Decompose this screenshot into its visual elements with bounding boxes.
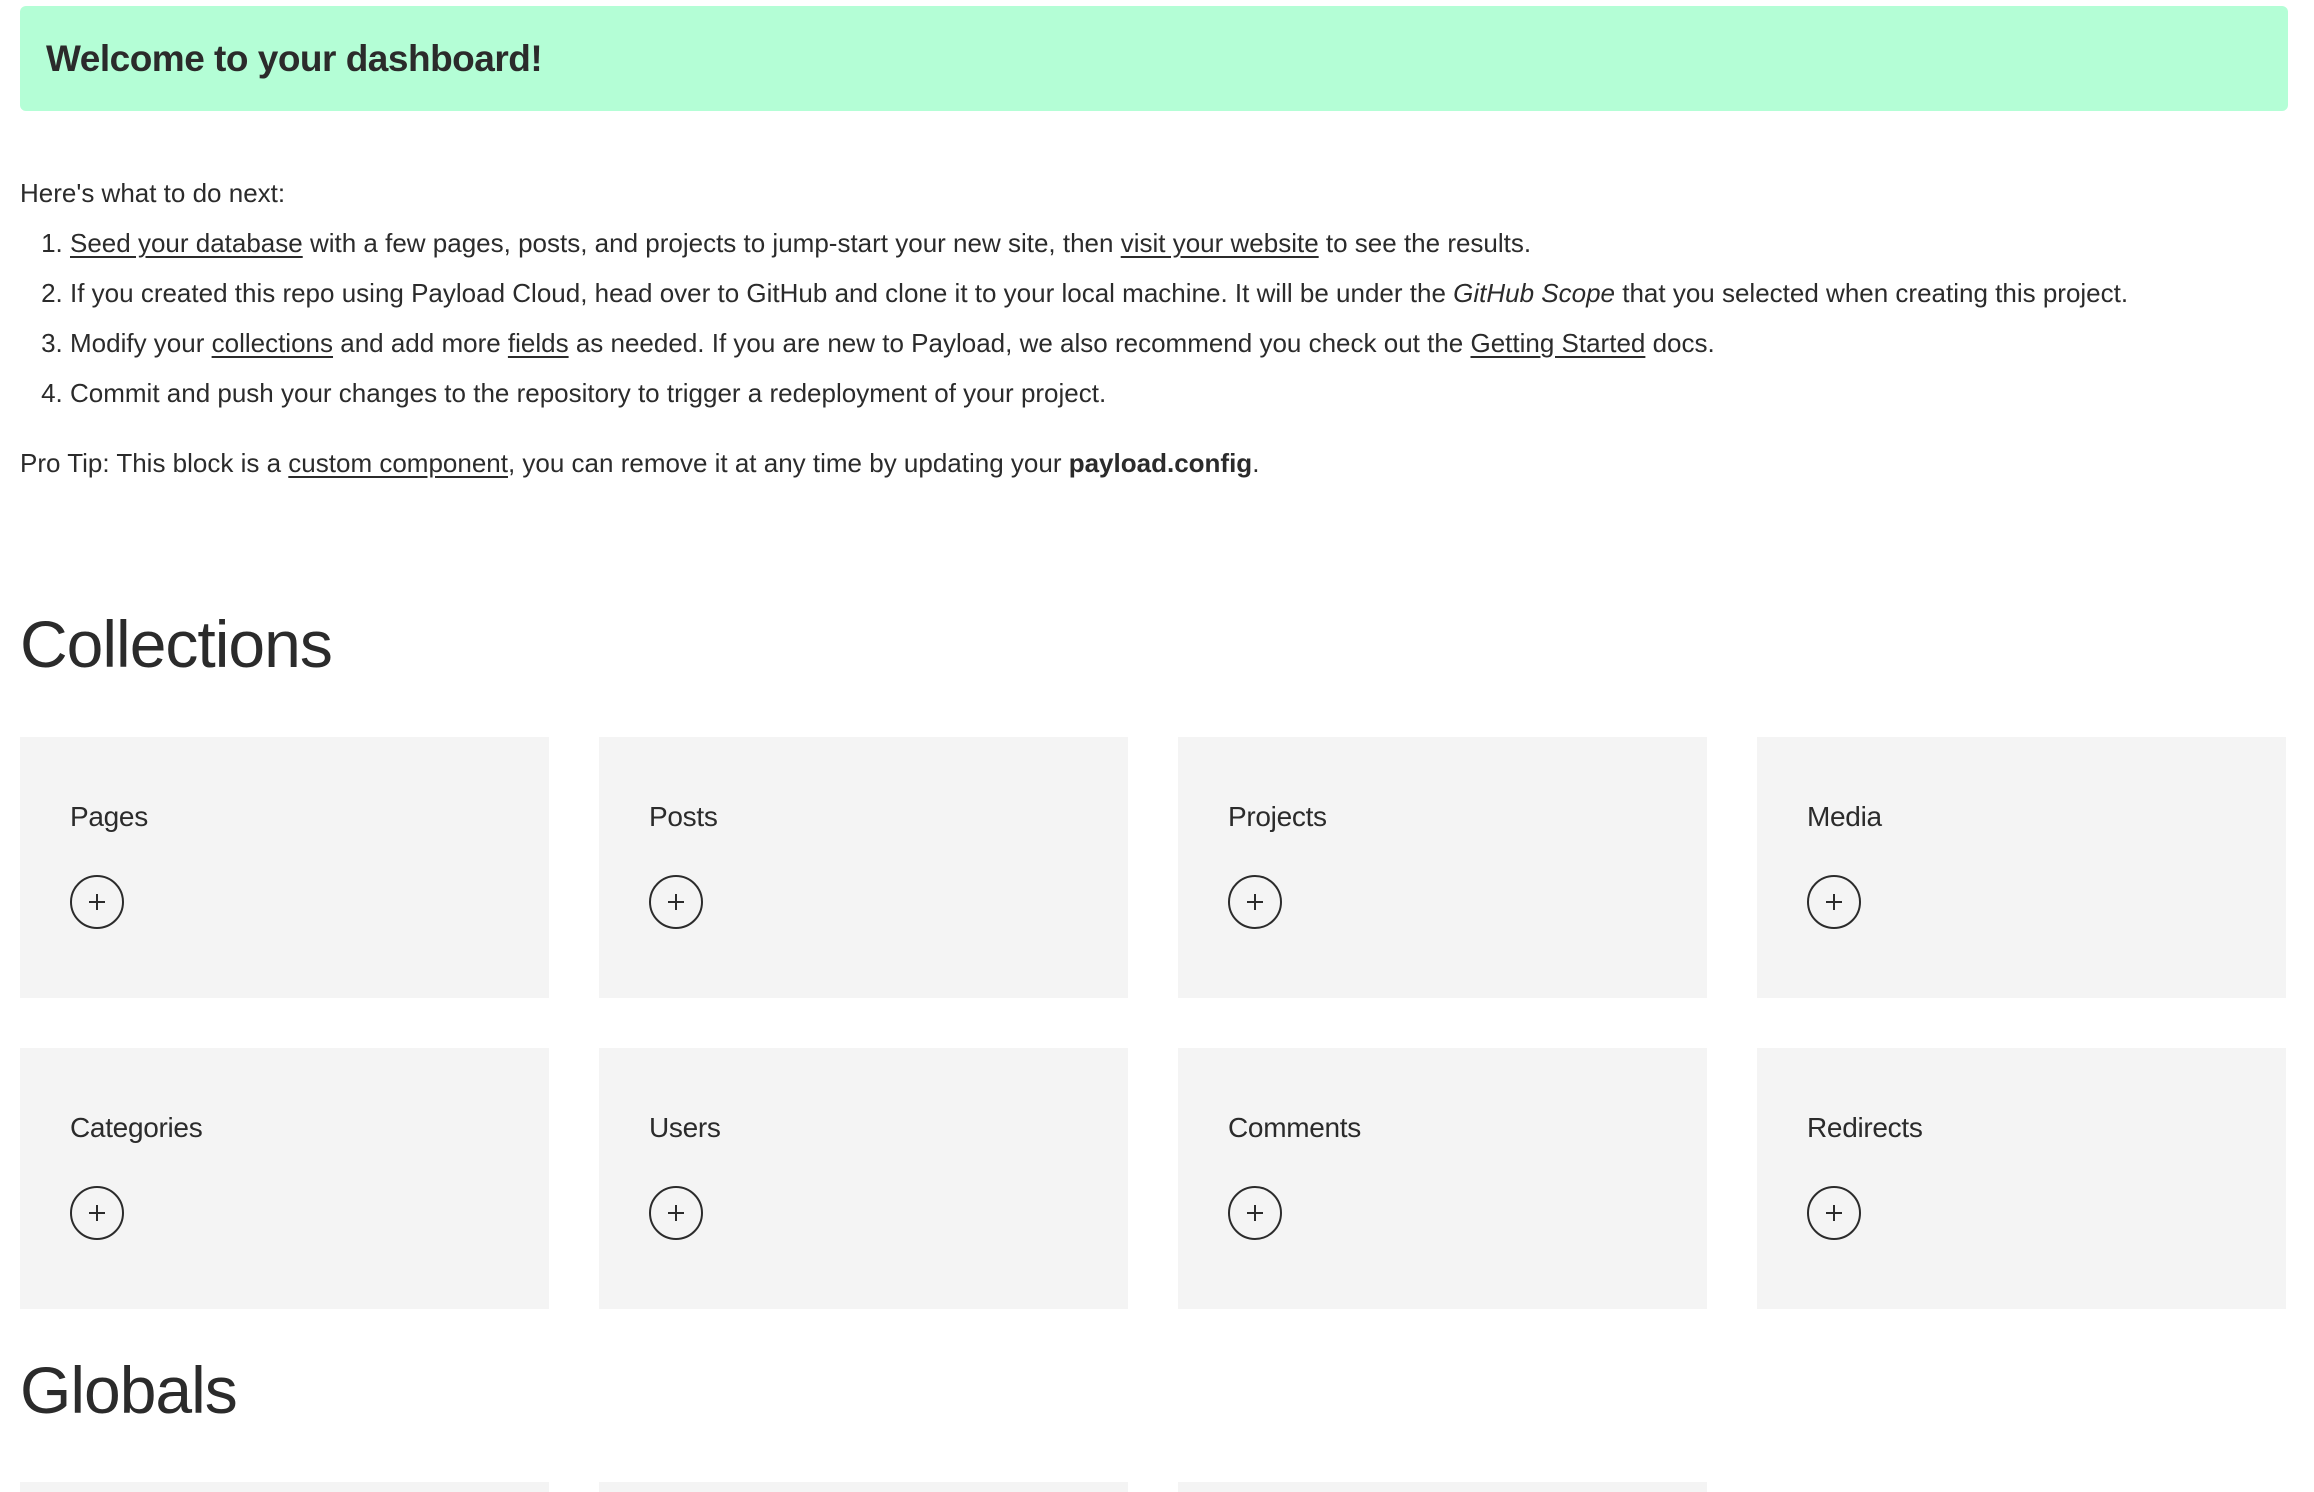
protip-text: .	[1252, 448, 1260, 478]
collection-card-redirects[interactable]	[1757, 1048, 2286, 1309]
instruction-step	[70, 318, 2288, 368]
fields-link[interactable]: fields	[507, 328, 569, 358]
globals-grid	[20, 1482, 2288, 1492]
add-users-button[interactable]	[649, 1186, 703, 1240]
instruction-step	[70, 218, 2288, 268]
step-text: with a few pages, posts, and projects to jump-start your new site, then	[302, 228, 1121, 258]
collection-card-categories[interactable]	[20, 1048, 549, 1309]
custom-component-link[interactable]: custom component	[288, 448, 508, 478]
seed-database-link[interactable]: Seed your database	[70, 228, 303, 258]
plus-icon	[1823, 1202, 1845, 1224]
globals-heading: Globals	[20, 1353, 237, 1427]
step-text: If you created this repo using Payload Cloud, head over to GitHub and clone it to your local machine. It will be under the	[70, 278, 1454, 308]
collections-grid	[20, 737, 2288, 1309]
card-title: Users	[649, 1112, 721, 1143]
welcome-title: Welcome to your dashboard!	[46, 37, 543, 79]
step-text: that you selected when creating this project.	[1615, 278, 2129, 308]
card-title: Pages	[70, 801, 148, 832]
collection-card-pages[interactable]	[20, 737, 549, 998]
global-card[interactable]	[599, 1482, 1128, 1492]
add-comments-button[interactable]	[1228, 1186, 1282, 1240]
step-text: Modify your	[70, 328, 212, 358]
collections-heading: Collections	[20, 607, 332, 681]
plus-icon	[665, 891, 687, 913]
plus-icon	[1823, 891, 1845, 913]
getting-started-link[interactable]: Getting Started	[1470, 328, 1646, 358]
plus-icon	[665, 1202, 687, 1224]
add-media-button[interactable]	[1807, 875, 1861, 929]
pro-tip	[20, 438, 1259, 488]
plus-icon	[86, 891, 108, 913]
step-text: Commit and push your changes to the repository to trigger a redeployment of your project.	[70, 378, 1107, 408]
card-title: Comments	[1228, 1112, 1361, 1143]
add-posts-button[interactable]	[649, 875, 703, 929]
plus-icon	[1244, 891, 1266, 913]
github-scope-emphasis: GitHub Scope	[1453, 278, 1616, 308]
instructions-intro: Here's what to do next:	[20, 178, 286, 208]
card-title: Projects	[1228, 801, 1327, 832]
instructions-block	[20, 168, 2288, 418]
card-title: Redirects	[1807, 1112, 1923, 1143]
visit-website-link[interactable]: visit your website	[1120, 228, 1319, 258]
protip-text: , you can remove it at any time by updating your	[507, 448, 1069, 478]
card-title: Categories	[70, 1112, 203, 1143]
welcome-banner	[20, 6, 2288, 111]
step-text: to see the results.	[1318, 228, 1532, 258]
add-categories-button[interactable]	[70, 1186, 124, 1240]
step-text: and add more	[333, 328, 508, 358]
add-pages-button[interactable]	[70, 875, 124, 929]
global-card[interactable]	[1178, 1482, 1707, 1492]
instruction-step	[70, 268, 2288, 318]
step-text: docs.	[1645, 328, 1715, 358]
protip-text: Pro Tip: This block is a	[20, 448, 289, 478]
card-title: Posts	[649, 801, 718, 832]
step-text: as needed. If you are new to Payload, we also recommend you check out the	[568, 328, 1471, 358]
payload-config-text: payload.config	[1068, 448, 1253, 478]
collection-card-users[interactable]	[599, 1048, 1128, 1309]
plus-icon	[86, 1202, 108, 1224]
collection-card-posts[interactable]	[599, 737, 1128, 998]
plus-icon	[1244, 1202, 1266, 1224]
collection-card-comments[interactable]	[1178, 1048, 1707, 1309]
instructions-list	[20, 218, 2288, 418]
collection-card-projects[interactable]	[1178, 737, 1707, 998]
add-redirects-button[interactable]	[1807, 1186, 1861, 1240]
collection-card-media[interactable]	[1757, 737, 2286, 998]
card-title: Media	[1807, 801, 1882, 832]
collections-link[interactable]: collections	[211, 328, 334, 358]
instruction-step	[70, 368, 2288, 418]
add-projects-button[interactable]	[1228, 875, 1282, 929]
global-card[interactable]	[20, 1482, 549, 1492]
